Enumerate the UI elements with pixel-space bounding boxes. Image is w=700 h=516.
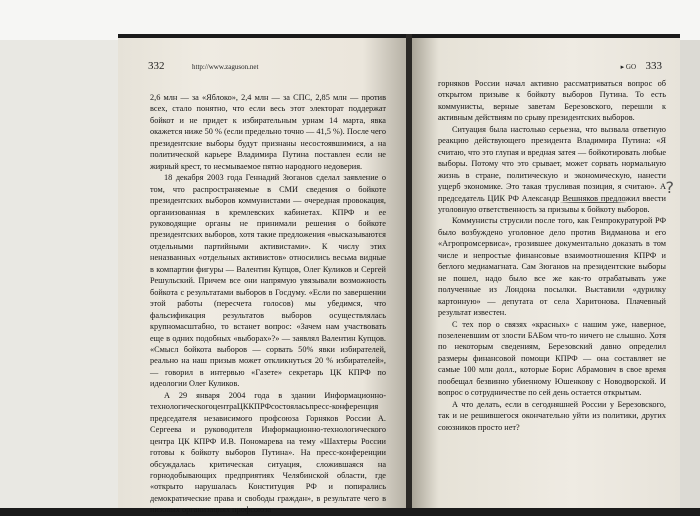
- right-page-body: [438, 78, 666, 433]
- left-page-body: [150, 92, 386, 516]
- running-header-go: ▸ GO: [620, 63, 636, 71]
- background-left: [0, 40, 118, 508]
- paragraph: С тех пор о связях «красных» с нашим уже, наверное, позеленевшим от злости БАБом что-то ничего не слышно. Хотя по некоторым сведениям, Березовский давно определил размеры финансовой помощи КПРФ — она составляет не самые 100 млн долл., которые Борис Абрамович в свое время пообещал безвинно убиенному Юшенкову с Новодворской. И вопрос о сотрудничестве по сей день остается открытым.: [438, 319, 666, 398]
- pencil-underline: [560, 201, 626, 203]
- paragraph: Коммунисты струсили после того, как Генпрокуратурой РФ было возбуждено уголовное дело против Видманова и его «Агропромсервиса», грозившее документально доказать в том числе и непростые финансовые взаимоотношения КПРФ и беглого медиамагната. Сам Зюганов на президентские выборы не пошел, надо было все же как-то отрабатывать уже полученные из Лондона посылки. Выставили «дурилку картонную» — депутата от села Харитонова. Плачевный результат известен.: [438, 216, 666, 318]
- page-number-right: 333: [645, 60, 662, 72]
- handwritten-question-mark: ?: [665, 178, 674, 197]
- right-page: [412, 38, 680, 508]
- page-number-left: 332: [148, 60, 165, 72]
- paragraph: А что делать, если в сегодняшней России у Березовского, так и не решившегося окончательно уйти из политики, других союзников просто нет?: [438, 399, 666, 432]
- paragraph: горняков России начал активно рассматриваться вопрос об открытом призыве к бойкоту выборов Путина. То есть коммунисты, верные заветам Березовского, перешли к активным действиям по срыву президентских выборов.: [438, 79, 666, 123]
- paragraph: 18 декабря 2003 года Геннадий Зюганов сделал заявление о том, что распространяемые в СМИ сведения о бойкоте президентских выборов коммунистами — очередная провокация, организованная в кремлевских кабинетах. КПРФ и ее руководящие органы не принимали решения о бойкоте президентских выборов, хотя такие предложения «высказываются отдельными партийными активистами». К числу этих неназванных «отдельных активистов» относились весьма видные в компартии фигуры — Валентин Купцов, Олег Куликов и Сергей Решульский. Причем все они напрямую увязывали возможность бойкота с результатами выборов в Госдуму. «Если по завершении этой работы (пересчета голосов) мы убедимся, что фальсификация результатов выборов осуществлялась крупномасштабно, то встанет вопрос: «Зачем нам участвовать еще в одних подобных «выборах»?» — заявлял Валентин Купцов. «Смысл бойкота выборов — сорвать 50% явки избирателей, реально на наш призыв может откликнуться 20 % избирателей», — говорил в интервью «Газете» секретарь ЦК КПРФ по идеологии Олег Куликов.: [150, 173, 386, 389]
- paragraph: 2,6 млн — за «Яблоко», 2,4 млн — за СПС, 2,85 млн — против всех, стало понятно, что если весь этот электорат поддержат бойкот и не придет к избирательным урнам 14 марта, явка окажется ниже 50 % (если предельно точно — 41,5 %). После чего президентские выборы будут признаны несостоявшимися, а на политической карьере Владимира Путина поставлен если не жирный крест, то несмываемое пятно народного недоверия.: [150, 93, 386, 171]
- left-page: [118, 38, 406, 515]
- open-book: [118, 34, 680, 515]
- paragraph: Ситуация была настолько серьезна, что вызвала ответную реакцию действующего президента Владимира Путина: «Я считаю, что это глупая и вредная затея — бойкотировать любые выборы. Потому что это срывает, может сорвать нормальную жизнь в стране, политическую и экономическую, нанести ущерб экономике. Это такая трусливая позиция, я считаю». А председатель ЦИК РФ Александр Вешняков предложил ввести уголовную ответственность за призывы к бойкоту выборов.: [438, 124, 666, 214]
- paragraph: А 29 января 2004 года в здании Информационно-технологическогоцентраЦККПРФсостояласьпресс-конференция председателя независимого профсоюза Горняков России А. Сергеева и руководителя Информационно-технологического центра ЦК КПРФ И.В. Пономарева на тему «Шахтеры России готовы к бойкоту выборов Путина». На пресс-конференции обсуждалась критическая ситуация, сложившаяся на горнодобывающих предприятиях Челябинской области, где «открыто нарушалась Конституция РФ и попирались демократические права и свободы граждан», в результате чего в низовых организациях профсоюза: [150, 390, 386, 515]
- running-header-url: http://www.zaguson.net: [192, 63, 259, 71]
